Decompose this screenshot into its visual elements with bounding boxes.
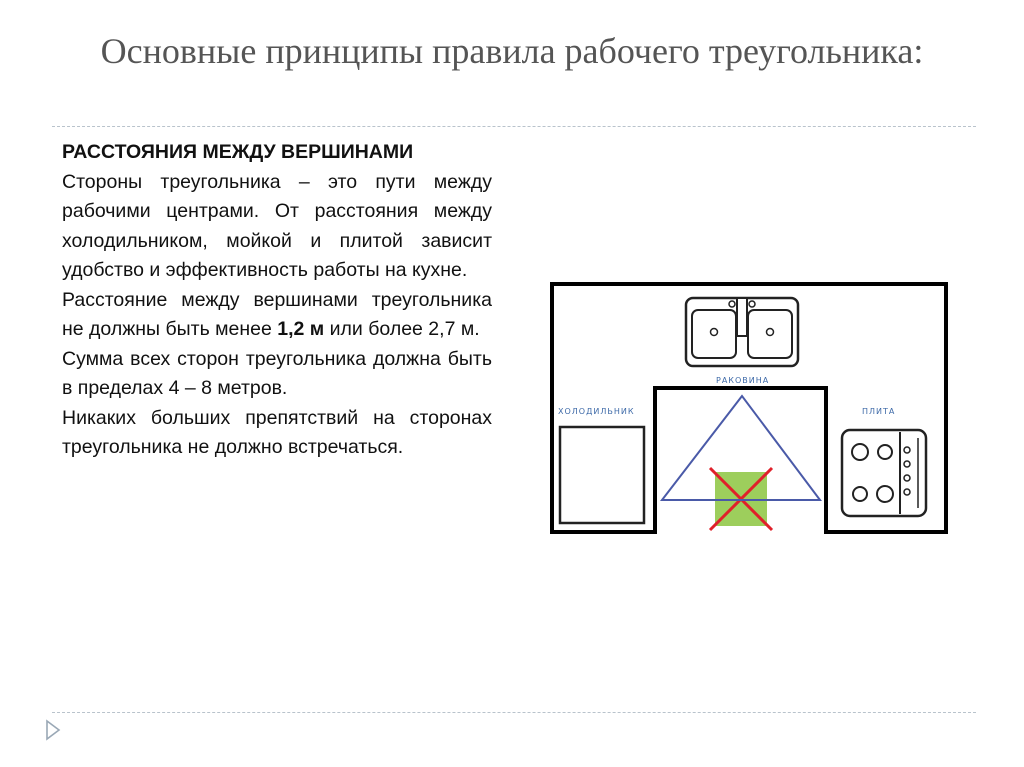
sink-label: РАКОВИНА [716,376,770,385]
kitchen-triangle-diagram [550,282,948,538]
paragraph-sum: Сумма всех сторон треугольника должна быть в пределах 4 – 8 метров. [62,347,492,399]
slide-nav-arrow-icon[interactable] [44,719,62,741]
distance-min-value: 1,2 м [277,318,325,340]
slide-title: Основные принципы правила рабочего треугольника: [100,31,924,71]
title-divider [52,126,976,127]
slide-body-text [62,138,492,463]
stove-label: ПЛИТА [862,407,896,416]
section-heading: РАССТОЯНИЯ МЕЖДУ ВЕРШИНАМИ [62,141,414,163]
paragraph-obstacles: Никаких больших препятствий на сторонах треугольника не должно встречаться. [62,406,492,458]
fridge-label: ХОЛОДИЛЬНИК [558,407,635,416]
distance-text-start: Расстояние между вершинами треугольника не должны быть менее [62,288,492,340]
paragraph-distance [62,286,492,345]
sink-icon [686,298,798,366]
footer-divider [52,712,976,713]
fridge-icon [560,427,644,523]
distance-text-end: или более 2,7 м. [324,318,480,340]
stove-icon [842,430,926,516]
paragraph-sides: Стороны треугольника – это пути между рабочими центрами. От расстояния между холодильником, мойкой и плитой зависит удобство и эффективность работы на кухне. [62,170,492,281]
